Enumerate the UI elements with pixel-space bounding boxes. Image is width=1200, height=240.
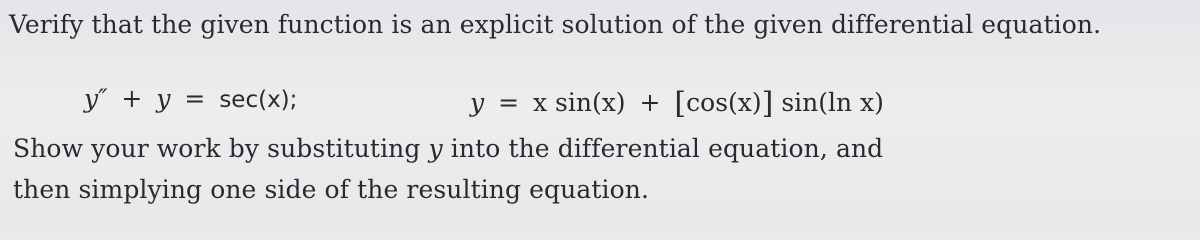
follow-up-line-1-after: into the differential equation, and: [442, 134, 884, 163]
sol-term1: x sin(x): [532, 88, 626, 117]
follow-up-var-y: y: [428, 134, 443, 163]
de-plus: +: [121, 84, 143, 113]
follow-up-line-1-before: Show your work by substituting: [13, 134, 429, 163]
de-term-y-double-prime: y″: [84, 84, 108, 113]
de-equals: =: [184, 84, 206, 113]
sol-term2-inner: cos(x): [686, 88, 762, 117]
follow-up-line-2: then simplying one side of the resulting equation.: [13, 175, 650, 204]
solution-function: [470, 84, 884, 119]
sol-bracket-open: [: [674, 86, 687, 121]
sol-equals: =: [498, 88, 520, 117]
sol-term2-tail: sin(ln x): [781, 88, 884, 117]
de-term-y: y: [156, 84, 171, 113]
sol-lhs: y: [470, 88, 485, 117]
differential-equation: [84, 84, 297, 113]
follow-up-line-1: [13, 134, 883, 163]
instruction-text: Verify that the given function is an explicit solution of the given differential equation.: [9, 10, 1102, 39]
sol-bracket-close: ]: [761, 86, 774, 121]
sol-plus: +: [639, 88, 661, 117]
de-rhs: sec(x);: [219, 87, 298, 113]
